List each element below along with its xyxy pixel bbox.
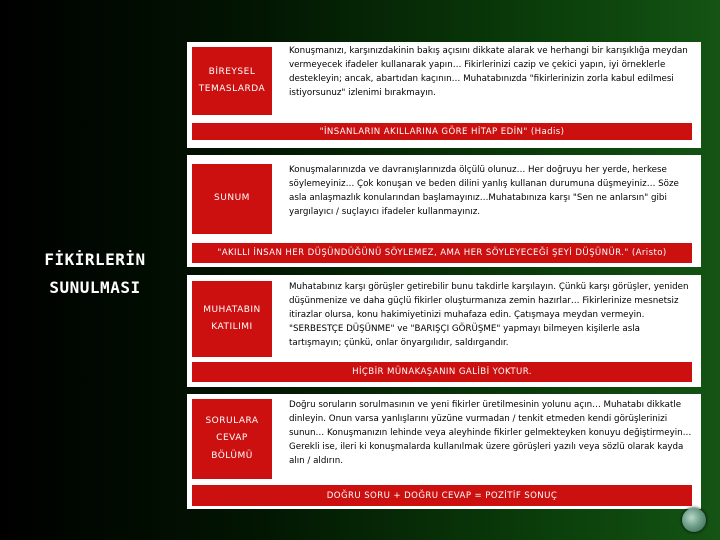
- section-text-sorulara: Doğru soruların sorulmasının ve yeni fikirler üretilmesinin yolunu açın… Muhatabı dikkatle dinleyin. Onun varsa yanlışlarını yüzüne vurmadan / tenkit etmeden kendi görüşlerinizi sunun… Konuşmanızın lehinde veya aleyhinde fikirler gelmekteyken konuyu değiştirmeyin… Gerekli ise, ileri ki konuşmalarda kullanılmak üzere görüşleri yazılı veya sözlü olarak kayda alın / aldırın.: [289, 400, 692, 466]
- section-label-line: MUHATABIN: [203, 304, 261, 315]
- section-text-muhatabin: Muhatabınız karşı görüşler getirebilir bunu takdirle karşılayın. Çünkü karşı görüşler, yeniden düşünmenize ve daha güçlü fikirler oluşturmanıza zemin hazırlar… Fikirlerinize mesnetsiz itirazlar olursa, konu hakimiyetinizi muhafaza edin. Çatışmaya meydan vermeyin. "SERBESTÇE DÜŞÜNME" ve "BARIŞÇI GÖRÜŞME" yapmayı bilmeyen kişilerle asla tartışmayın; çünkü, onlar önyargılıdır, saldırgandır.: [289, 282, 689, 348]
- section-banner-muhatabin: HİÇBİR MÜNAKAŞANIN GALİBİ YOKTUR.: [192, 362, 692, 382]
- section-text-sunum: Konuşmalarınızda ve davranışlarınızda ölçülü olunuz… Her doğruyu her yerde, herkese söylemeyiniz… Çok konuşan ve beden dilini yanlış kullanan durumuna düşmeyiniz… Söze asla anlaşmazlık konularından başlamayınız…Muhatabınıza karşı "Sen ne anlarsın" gibi yargılayıcı / suçlayıcı ifadeler kullanmayınız.: [289, 165, 679, 217]
- section-banner-sorulara: DOĞRU SORU + DOĞRU CEVAP = POZİTİF SONUÇ: [192, 485, 692, 506]
- section-label-sorulara: [192, 399, 272, 479]
- section-label-bireysel: [192, 47, 272, 115]
- section-label-line: SUNUM: [214, 193, 250, 204]
- section-banner-sunum: "AKILLI İNSAN HER DÜŞÜNDÜĞÜNÜ SÖYLEMEZ, AMA HER SÖYLEYECEĞİ ŞEYİ DÜŞÜNÜR." (Aristo): [192, 243, 692, 263]
- section-label-line: BÖLÜMÜ: [211, 450, 253, 461]
- circle-nav-button-icon[interactable]: [682, 508, 706, 532]
- section-label-line: TEMASLARDA: [198, 84, 266, 94]
- section-label-line: KATILIMI: [211, 322, 253, 332]
- section-label-line: BİREYSEL: [208, 66, 256, 77]
- section-label-line: SORULARA: [205, 416, 259, 427]
- side-title-line1: FİKİRLERİN: [44, 250, 146, 269]
- section-label-muhatabin: [192, 281, 272, 357]
- section-label-sunum: [192, 164, 272, 234]
- section-banner-bireysel: "İNSANLARIN AKILLARINA GÖRE HİTAP EDİN" (Hadis): [192, 123, 692, 140]
- side-title-line2: SUNULMASI: [49, 278, 141, 297]
- section-text-bireysel: Konuşmanızı, karşınızdakinin bakış açısını dikkate alarak ve herhangi bir karışıklığa meydan vermeyecek ifadeler kullanarak yapın… Fikirlerinizi cazip ve çekici yapın, iyi örneklerle destekleyin; ancak, abartıdan kaçının… Muhatabınızda "fikirlerinizin zorla kabul edilmesi istiyorsunuz" izlenimi bırakmayın.: [289, 46, 688, 98]
- section-label-line: CEVAP: [216, 433, 248, 444]
